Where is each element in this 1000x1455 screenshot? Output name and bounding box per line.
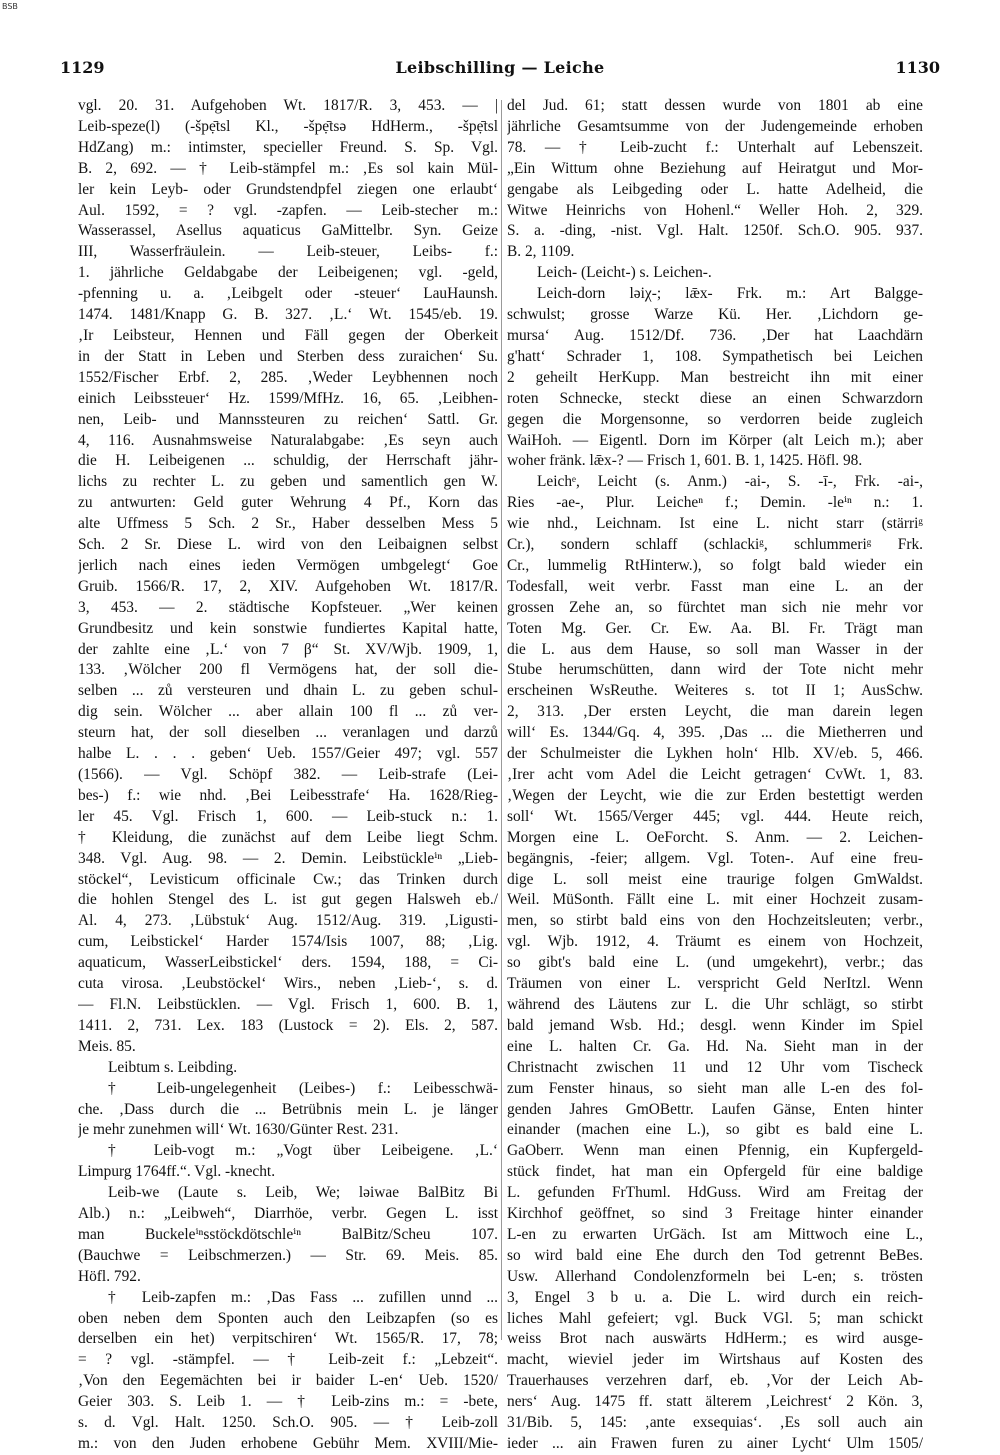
- text-line: III, Wasserfräulein. — Leib-steuer, Leibs- f.:: [78, 243, 498, 261]
- text-line: 2, 313. ‚Der ersten Leycht, die man darein legen: [507, 703, 923, 721]
- text-line: so gibt's bald eine L. (und umgekehrt), verbr.; das: [507, 954, 923, 972]
- text-line: L. gefunden FrThuml. HdGuss. Wird am Freitag der: [507, 1184, 923, 1202]
- text-line: einander (machen eine L.), so gibt es bald eine L.: [507, 1121, 923, 1139]
- text-line: Stube herumschütten, dann wird der Tote nicht mehr: [507, 661, 923, 679]
- text-line: lichs zu rechter L. zu geben und samentlich gen W.: [78, 473, 498, 491]
- text-line: Cr.), sondern schlaff (schlackiᵍ, schlummeriᵍ Frk.: [507, 536, 923, 554]
- text-line: bes-) f.: wie nhd. ‚Bei Leibesstrafe‘ Ha. 1628/Rieg-: [78, 786, 498, 804]
- text-line: „Ein Wittum ohne Beziehung auf Heiratgut und Mor-: [507, 159, 923, 177]
- text-line: halbe L. . . . geben‘ Ueb. 1557/Geier 497; vgl. 557: [78, 745, 498, 763]
- text-line: ‚Von den Eegemächten bei ir baider L-en‘ Ueb. 1520/: [78, 1372, 498, 1390]
- text-line: Leich-dorn ləiχ-; lǣx- Frk. m.: Art Balgge-: [537, 285, 923, 303]
- text-line: Todesfall, weit verbr. Fasst man eine L. an der: [507, 577, 923, 595]
- text-line: selben ... zů versteuren und dhain L. zu geben schul-: [78, 682, 498, 700]
- text-line: erscheinen WsReuthe. Weiteres s. tot II 1; AusSchw.: [507, 682, 923, 700]
- text-line: soll‘ Wt. 1565/Verger 445; vgl. 444. Heute reich,: [507, 807, 923, 825]
- text-line: will‘ Es. 1344/Gq. 4, 395. ‚Das ... die Mietherren und: [507, 724, 923, 742]
- text-line: 3, 453. — 2. städtische Kopfsteuer. „Wer keinen: [78, 598, 498, 616]
- text-line: Christnacht zwischen 11 und 12 Uhr vom Tischeck: [507, 1058, 923, 1076]
- text-line: Leichᵉ, Leicht (s. Anm.) -ai-, S. -ī-, Frk. -ai-,: [537, 473, 923, 491]
- text-line: ‚Wegen der Leycht, wie die zur Erden bestettigt werden: [507, 786, 923, 804]
- text-line: roten Schnecke, steckt diese an einen Schwarzdorn: [507, 389, 923, 407]
- text-line: — Fl.N. Leibstücklen. — Vgl. Frisch 1, 600. B. 1,: [78, 995, 498, 1013]
- text-line: † Leib-ungelegenheit (Leibes-) f.: Leibesschwä-: [108, 1079, 498, 1097]
- text-line: stück findet, hat man ein Opfergeld für eine baldige: [507, 1163, 923, 1181]
- text-line: Weil. MüSonth. Fällt eine L. mit einer Hochzeit zusam-: [507, 891, 923, 909]
- text-line: während des Läutens zur L. die Uhr schlägt, so stirbt: [507, 995, 923, 1013]
- text-line: eine L. halten Cr. Ga. Hd. Na. Sieht man in der: [507, 1037, 923, 1055]
- text-line: S. a. -ding, -nist. Vgl. Halt. 1250f. Sch.O. 905. 937.: [507, 222, 923, 240]
- text-line: 1. jährliche Geldabgabe der Leibeigenen; vgl. -geld,: [78, 264, 498, 282]
- text-line: in der Statt in Leben und Sterben dess zuraichen‘ Su.: [78, 347, 498, 365]
- text-line: Toten Mg. Ger. Cr. Ew. Aa. Bl. Fr. Trägt man: [507, 619, 923, 637]
- text-line: zum Fenster hinaus, so sieht man alle L-en des fol-: [507, 1079, 923, 1097]
- text-line: Witwe Heinrichs von Hohenl.“ Weller Hoh. 2, 329.: [507, 201, 923, 219]
- library-stamp: BSB: [2, 2, 18, 11]
- text-line: † Leib-vogt m.: „Vogt über Leibeigene. ‚L.‘: [108, 1142, 498, 1160]
- text-line: dige L. soll meist eine traurige folgen GmWaldst.: [507, 870, 923, 888]
- text-line: die hohlen Stengel des L. ist gut gegen Halsweh eb./: [78, 891, 498, 909]
- text-line: jerlich nach eines ieden Vermögen umbgelegt‘ Goe: [78, 556, 498, 574]
- text-line: 1552/Fischer Erbf. 2, 285. ‚Weder Leybhennen noch: [78, 368, 498, 386]
- text-line: alte Uffmess 5 Sch. 2 Sr., Haber desselben Mess 5: [78, 515, 498, 533]
- text-line: der Schulmeister die Lykhen holn‘ Hlb. XV/eb. 5, 466.: [507, 745, 923, 763]
- text-line: 2 geheilt HerKupp. Man bestreicht ihn mit einer: [507, 368, 923, 386]
- text-line: man Buckeleⁱⁿsstöckdötschleⁱⁿ BalBitz/Scheu 107.: [78, 1225, 498, 1243]
- text-line: cum, Leibstickel‘ Harder 1574/Isis 1007, 88; ‚Lig.: [78, 933, 498, 951]
- text-line: gengabe als Leibgeding oder L. hatte Adelheid, die: [507, 180, 923, 198]
- text-line: 3, Engel 3 b u. a. Die L. wird durch ein reich-: [507, 1288, 923, 1306]
- text-line: 348. Vgl. Aug. 98. — 2. Demin. Leibstückleⁱⁿ „Lieb-: [78, 849, 498, 867]
- text-line: L-en zu erwarten UrGäch. Ist am Mittwoch eine L.,: [507, 1225, 923, 1243]
- text-line: mursa‘ Aug. 1512/Df. 736. ‚Der hat Laachdärn: [507, 326, 923, 344]
- text-line: oben neben dem Sponten auch den Leibzapfen (so es: [78, 1309, 498, 1327]
- text-line: Träumen von einer L. verspricht Geld NerItzl. Wenn: [507, 975, 923, 993]
- text-line: derselben ein het) verpitschiren‘ Wt. 1565/R. 17, 78;: [78, 1330, 498, 1348]
- text-line: der zahlte eine ‚L.‘ von 7 β“ St. XV/Wjb. 1909, 1,: [78, 640, 498, 658]
- text-line: steurn hat, der soll dieselben ... veranlagen und darzů: [78, 724, 498, 742]
- text-line: woher fränk. lǣx-? — Frisch 1, 601. B. 1, 1425. Höfl. 98.: [507, 452, 863, 470]
- text-line: genden Jahres GmOBettr. Laufen Gänse, Enten hinter: [507, 1100, 923, 1118]
- text-line: B. 2, 692. — † Leib-stämpfel m.: ‚Es sol kain Mül-: [78, 159, 498, 177]
- page-header: [60, 58, 940, 82]
- column-divider: [501, 100, 502, 1340]
- text-line: ners‘ Aug. 1475 ff. statt älterem ‚Leichrest‘ 2 Kön. 3,: [507, 1393, 923, 1411]
- text-line: Grundbesitz und kein sonstwie fundiertes Kapital hatte,: [78, 619, 498, 637]
- text-line: nen, Leib- und Mannssteuren zu reichen‘ Sattl. Gr.: [78, 410, 498, 428]
- text-line: wie nhd., Leichnam. Ist eine L. nicht starr (stärriᵍ: [507, 515, 923, 533]
- text-line: ‚Ir Leibsteur, Hennen und Fäll gegen der Oberkeit: [78, 326, 498, 344]
- text-line: ‚Irer acht vom Adel die Leicht getragen‘ CvWt. 1, 83.: [507, 766, 923, 783]
- text-line: B. 2, 1109.: [507, 243, 575, 261]
- text-line: schwulst; grosse Warze Kü. Her. ‚Lichdorn ge-: [507, 306, 923, 324]
- text-line: 1474. 1481/Knapp G. B. 327. ‚L.‘ Wt. 1545/eb. 19.: [78, 306, 498, 324]
- text-line: so wird bald eine Ehe durch den Tod getrennt BeBes.: [507, 1246, 923, 1264]
- text-line: grossen Zehe an, so fürchtet man sich nie mehr vor: [507, 598, 923, 616]
- text-line: vgl. 20. 31. Aufgehoben Wt. 1817/R. 3, 453. — |: [78, 97, 498, 114]
- text-line: (1566). — Vgl. Schöpf 382. — Leib-strafe (Lei-: [78, 766, 498, 783]
- text-line: bald jemand Wsb. Hd.; desgl. wenn Kinder im Spiel: [507, 1016, 923, 1034]
- text-line: cuta virosa. ‚Leubstöckel‘ Wirs., neben ‚Lieb-‘, s. d.: [78, 975, 498, 993]
- text-line: 1411. 2, 731. Lex. 183 (Lustock = 2). Els. 2, 587.: [78, 1016, 498, 1034]
- text-line: die H. Leibeigenen ... schuldig, der Herrschaft jähr-: [78, 452, 498, 470]
- text-line: zu antwurten: Geld guter Wehrung 4 Pf., Korn das: [78, 494, 498, 512]
- left-column: [78, 96, 498, 1455]
- text-line: † Leib-zapfen m.: ‚Das Fass ... zufillen unnd ...: [108, 1288, 498, 1306]
- text-line: WaiHoh. — Eigentl. Dorn im Körper (alt Leich m.); aber: [507, 431, 923, 449]
- text-line: Kirchhof geöffnet, so sind 3 Freitage hinter einander: [507, 1205, 923, 1223]
- text-line: Morgen eine L. OeForcht. S. Anm. — 2. Leichen-: [507, 828, 923, 846]
- text-line: gegen die Morgensonne, so verdorren beide zugleich: [507, 410, 923, 428]
- text-line: Al. 4, 273. ‚Lübstuk‘ Aug. 1512/Aug. 319. ‚Ligusti-: [78, 912, 498, 930]
- text-line: HdZang) m.: intimster, specieller Freund. S. Sp. Vgl.: [78, 138, 498, 156]
- text-line: GaOberr. Wenn man einen Pfennig, ein Kupfergeld-: [507, 1142, 923, 1160]
- text-line: Ries -ae-, Plur. Leicheⁿ f.; Demin. -leⁱⁿ n.: 1.: [507, 494, 923, 512]
- text-line: Leibtum s. Leibding.: [108, 1058, 238, 1076]
- text-line: Gruib. 1566/R. 17, 2, XIV. Aufgehoben Wt. 1817/R.: [78, 577, 498, 595]
- text-line: ler 45. Vgl. Frisch 1, 600. — Leib-stuck n.: 1.: [78, 807, 498, 825]
- text-line: Alb.) n.: „Leibweh“, Diarrhöe, verbr. Gegen L. isst: [78, 1205, 498, 1223]
- text-line: ieder ... ain Frawen furen zu ainer Lycht‘ Ulm 1505/: [507, 1435, 923, 1452]
- text-line: 78. — † Leib-zucht f.: Unterhalt auf Lebenszeit.: [507, 138, 923, 156]
- text-line: macht, wieviel jeder im Wirtshaus auf Kosten des: [507, 1351, 923, 1369]
- text-line: 4, 116. Ausnahmsweise Naturalabgabe: ‚Es seyn auch: [78, 431, 498, 449]
- text-line: Meis. 85.: [78, 1037, 136, 1055]
- text-line: m.: von den Juden erhobene Gebühr Mem. XVIII/Mie-: [78, 1435, 498, 1452]
- text-line: Geier 303. S. Leib 1. — † Leib-zins m.: = -bete,: [78, 1393, 498, 1411]
- left-page-number: 1129: [60, 58, 105, 77]
- text-line: aquaticum, WasserLeibstickel‘ ders. 1594, 188, = Ci-: [78, 954, 498, 972]
- text-line: Cr., lummelig RtHinterw.), so folgt bald wieder ein: [507, 556, 923, 574]
- text-line: Leib-speze(l) (-špẹ̄tsl Kl., -špẹ̄tsə HdHerm., -špẹ̄tsl: [78, 117, 498, 135]
- text-line: † Kleidung, die zunächst auf dem Leibe liegt Schm.: [78, 828, 498, 846]
- text-line: dig sein. Wölcher ... aber allain 100 fl ... zů ver-: [78, 703, 498, 721]
- right-page-number: 1130: [895, 58, 940, 77]
- text-line: weiss Brot nach auswärts HdHerm.; es wird ausge-: [507, 1330, 923, 1348]
- text-line: men, so stirbt bald eins von den Hochzeitsleuten; verbr.,: [507, 912, 923, 930]
- text-line: liches Mahl gefeiert; vgl. Buck VGl. 5; man schickt: [507, 1309, 923, 1327]
- text-line: s. d. Vgl. Halt. 1250. Sch.O. 905. — † Leib-zoll: [78, 1414, 498, 1432]
- page-title: Leibschilling — Leiche: [395, 58, 605, 77]
- text-line: Limpurg 1764ff.“. Vgl. -knecht.: [78, 1163, 276, 1181]
- text-line: Höfl. 792.: [78, 1267, 141, 1285]
- text-line: = ? vgl. -stämpfel. — † Leib-zeit f.: „Lebzeit“.: [78, 1351, 498, 1369]
- text-line: vgl. Wjb. 1912, 4. Träumt es einem von Hochzeit,: [507, 933, 923, 951]
- text-line: ler kein Leyb- oder Grundstendpfel ziegen one erlaubt‘: [78, 180, 498, 198]
- text-line: die L. aus dem Hause, so soll man Wasser in der: [507, 640, 923, 658]
- text-line: je mehr zunehmen will‘ Wt. 1630/Günter Rest. 231.: [78, 1121, 399, 1139]
- text-line: Sch. 2 Sr. Diese L. wird von den Leibaignen selbst: [78, 536, 498, 554]
- text-line: -pfenning u. a. ‚Leibgelt oder -steuer‘ LauHaunsh.: [78, 285, 498, 303]
- text-line: Trauerhauses verzehren darf, eb. ‚Vor der Leich Ab-: [507, 1372, 923, 1390]
- text-line: Leib-we (Laute s. Leib, We; ləiwae BalBitz Bi: [108, 1184, 498, 1202]
- text-line: del Jud. 61; statt dessen wurde von 1801 ab eine: [507, 97, 923, 114]
- text-line: g'hatt‘ Schrader 1, 108. Sympathetisch bei Leichen: [507, 347, 923, 365]
- text-line: che. ‚Dass durch die ... Betrübnis mein L. je länger: [78, 1100, 498, 1118]
- text-line: jährliche Gesamtsumme von der Judengemeinde erhoben: [507, 117, 923, 135]
- text-line: Leich- (Leicht-) s. Leichen-.: [537, 264, 712, 282]
- right-column: [507, 96, 923, 1455]
- text-line: Aul. 1592, = ? vgl. -zapfen. — Leib-stecher m.:: [78, 201, 498, 219]
- text-line: 31/Bib. 5, 145: ‚ante exsequias‘. ‚Es soll auch ain: [507, 1414, 923, 1432]
- text-line: Wasserassel, Asellus aquaticus GaMittelbr. Syn. Geize: [78, 222, 498, 240]
- text-line: begängnis, -feier; allgem. Vgl. Toten-. Auf eine freu-: [507, 849, 923, 867]
- text-line: 133. ‚Wölcher 200 fl Vermögens hat, der soll die-: [78, 661, 498, 679]
- text-line: stöckel“, Levisticum officinale Cw.; das Trinken durch: [78, 870, 498, 888]
- text-line: Usw. Allerhand Condolenzformeln bei L-en; s. trösten: [507, 1267, 923, 1285]
- text-line: (Bauchwe = Leibschmerzen.) — Str. 69. Meis. 85.: [78, 1246, 498, 1264]
- text-line: einich Leibssteuer‘ Hz. 1599/MfHz. 16, 65. ‚Leibhen-: [78, 389, 498, 407]
